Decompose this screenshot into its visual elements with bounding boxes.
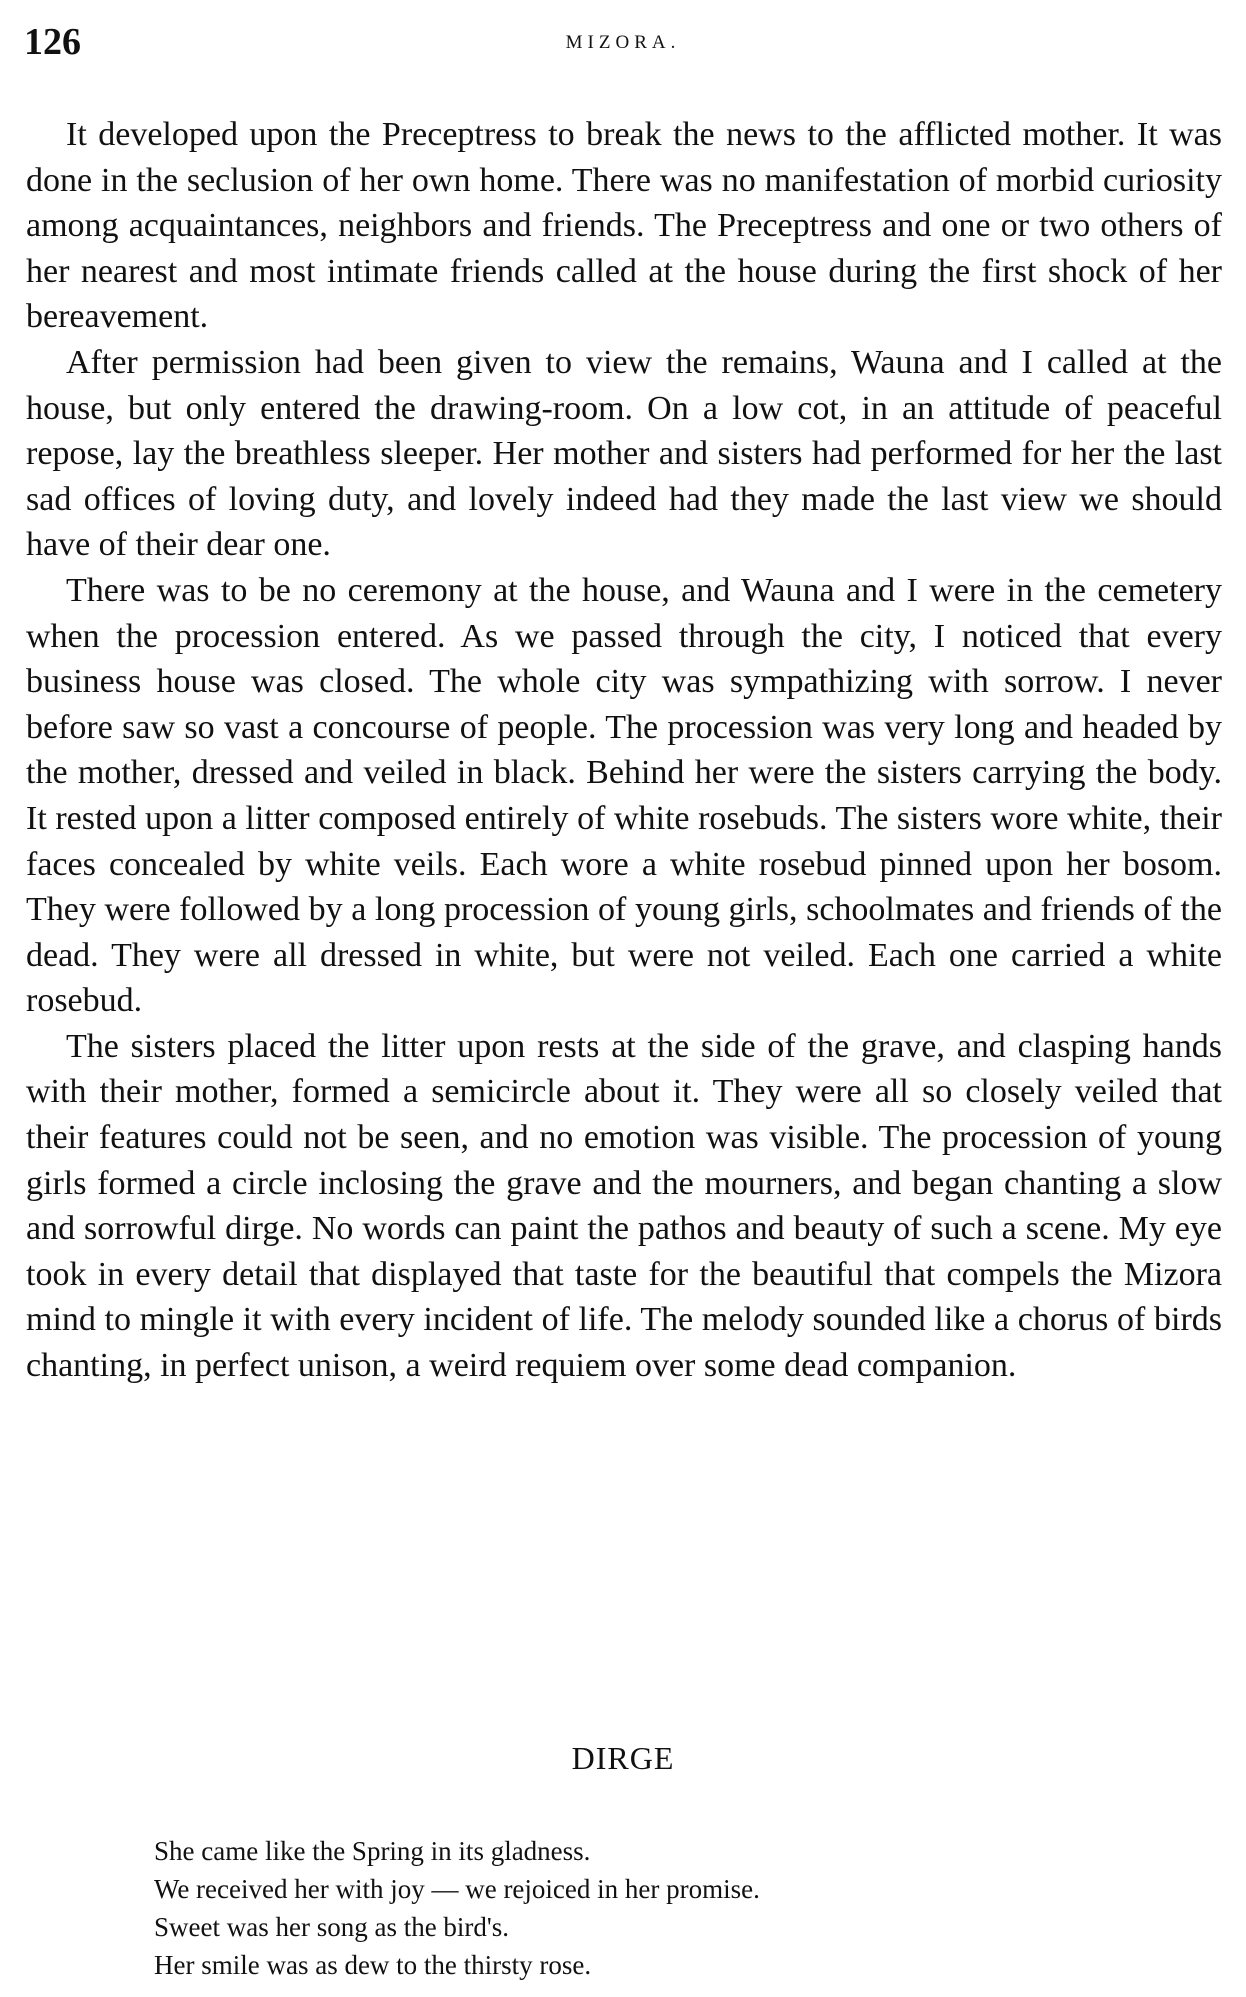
body-text: [26, 112, 1222, 1389]
verse-line: Sweet was her song as the bird's.: [154, 1912, 510, 1942]
paragraph-3: There was to be no ceremony at the house, and Wauna and I were in the cemetery when the procession entered. As we passed through the city, I noticed that every business house was closed. The whole city was sympathizing with sorrow. I never before saw so vast a concourse of people. The procession was very long and headed by the mother, dressed and veiled in black. Behind her were the sisters carrying the body. It rested upon a litter composed entirely of white rosebuds. The sisters wore white, their faces concealed by white veils. Each wore a white rosebud pinned upon her bosom. They were followed by a long procession of young girls, schoolmates and friends of the dead. They were all dressed in white, but were not veiled. Each one carried a white rosebud.: [26, 571, 1222, 1020]
verse-line: We received her with joy — we rejoiced in her promise.: [154, 1874, 760, 1904]
verse-line: She came like the Spring in its gladness.: [154, 1836, 591, 1866]
paragraph-1: It developed upon the Preceptress to break the news to the afflicted mother. It was done in the seclusion of her own home. There was no manifestation of morbid curiosity among acquaintances, neighbors and friends. The Preceptress and one or two others of her nearest and most intimate friends called at the house during the first shock of her bereavement.: [26, 116, 1222, 336]
page-number: 126: [24, 21, 81, 63]
running-title: MIZORA.: [565, 32, 681, 53]
paragraph-4: The sisters placed the litter upon rests at the side of the grave, and clasping hands with their mother, formed a semicircle about it. They were all so closely veiled that their features could not be seen, and no emotion was visible. The procession of young girls formed a circle inclosing the grave and the mourners, and began chanting a slow and sorrowful dirge. No words can paint the pathos and beauty of such a scene. My eye took in every detail that displayed that taste for the beautiful that compels the Mizora mind to mingle it with every incident of life. The melody sounded like a chorus of birds chanting, in perfect unison, a weird requiem over some dead companion.: [26, 1027, 1222, 1385]
page-header: [24, 20, 1222, 70]
verse-block: [154, 1832, 1054, 1984]
section-title: DIRGE: [571, 1740, 675, 1776]
verse-line: Her smile was as dew to the thirsty rose.: [154, 1950, 592, 1980]
paragraph-2: After permission had been given to view the remains, Wauna and I called at the house, but only entered the drawing-room. On a low cot, in an attitude of peaceful repose, lay the breathless sleeper. Her mother and sisters had performed for her the last sad offices of loving duty, and lovely indeed had they made the last view we should have of their dear one.: [26, 343, 1222, 564]
